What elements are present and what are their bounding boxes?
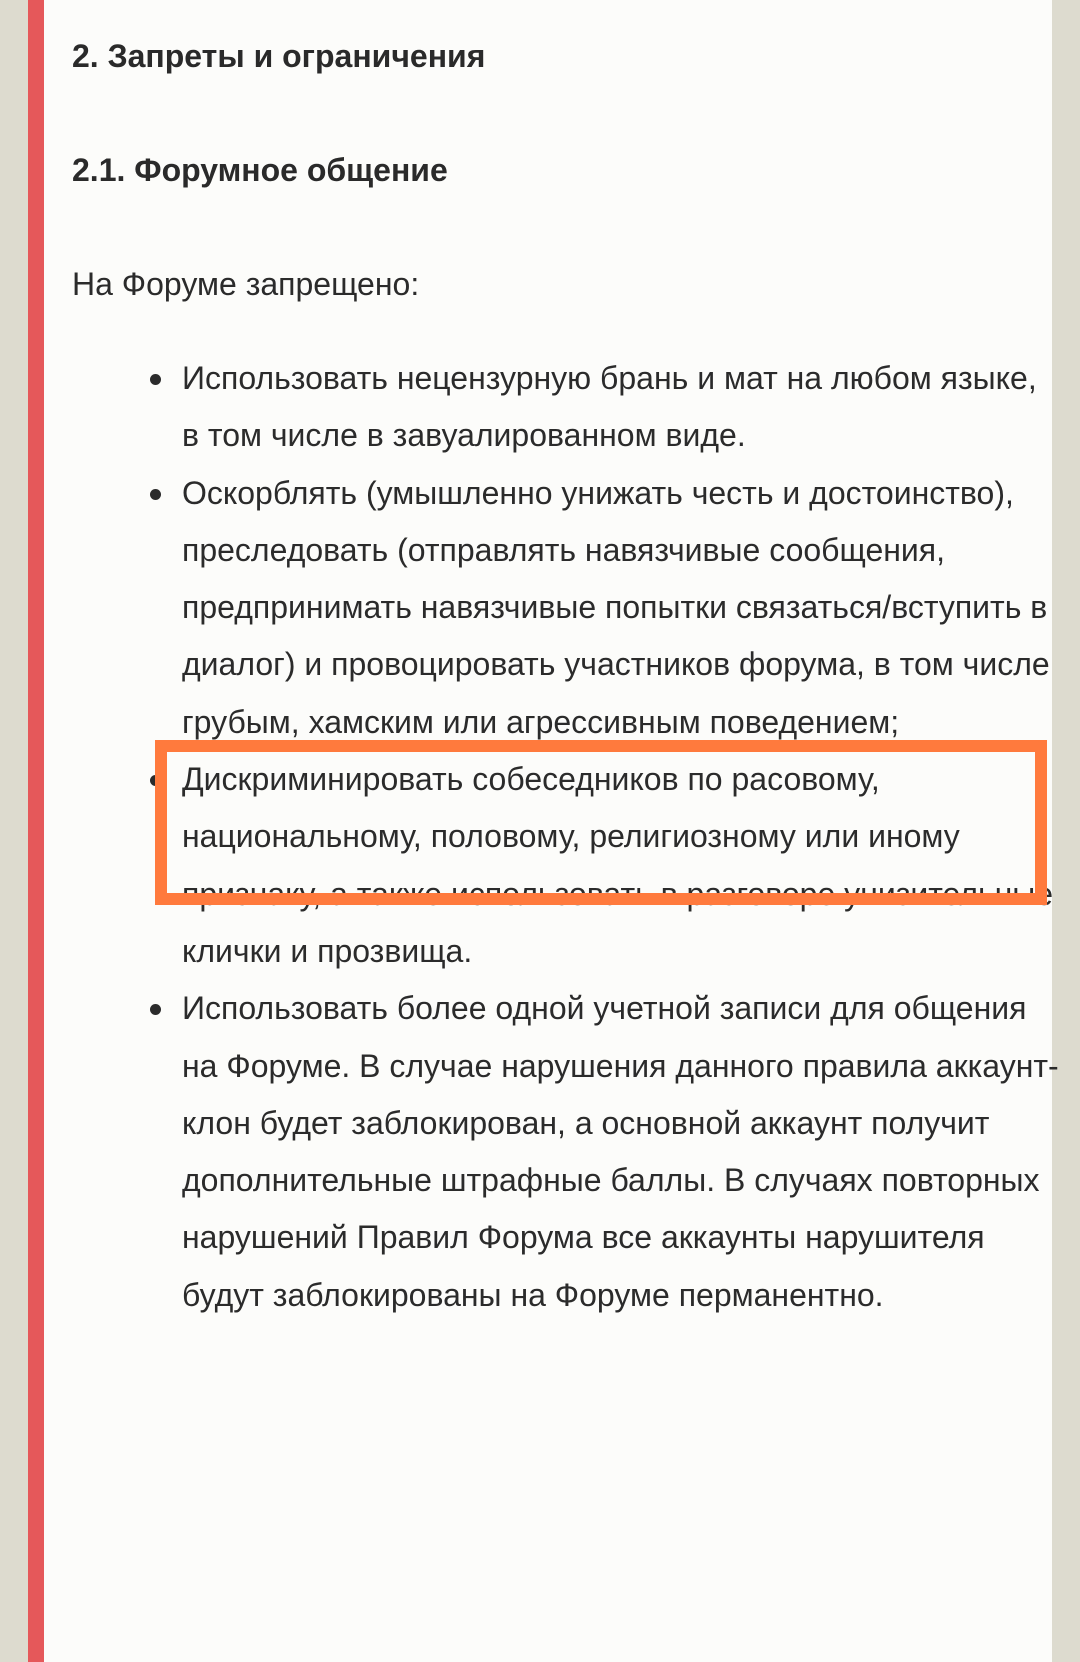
rules-content-panel	[28, 0, 1059, 1662]
bullet-icon	[150, 775, 161, 786]
quote-accent-bar	[28, 0, 44, 1662]
intro-text: На Форуме запрещено:	[72, 266, 420, 302]
rules-list	[182, 350, 1062, 1324]
rule-text: Дискриминировать собеседников по расовому, национальному, половому, религиозному или иному признаку, а также использовать в разговоре унизительные клички и прозвища.	[182, 761, 1054, 969]
bullet-icon	[150, 374, 161, 385]
rule-text: Использовать более одной учетной записи для общения на Форуме. В случае нарушения данного правила аккаунт-клон будет заблокирован, а основной аккаунт получит дополнительные штрафные баллы. В случаях повторных нарушений Правил Форума все аккаунты нарушителя будут заблокированы на Форуме перманентно.	[182, 990, 1059, 1313]
rule-item-discrimination	[182, 751, 1062, 980]
subsection-heading: 2.1. Форумное общение	[72, 152, 448, 188]
rule-item-profanity	[182, 350, 1062, 465]
rule-text: Использовать нецензурную брань и мат на любом языке, в том числе в завуалированном виде.	[182, 360, 1037, 454]
bullet-icon	[150, 1004, 161, 1015]
bullet-icon	[150, 489, 161, 500]
rule-item-multiple-accounts	[182, 980, 1062, 1324]
rule-text: Оскорблять (умышленно унижать честь и достоинство), преследовать (отправлять навязчивые сообщения, предпринимать навязчивые попытки связаться/вступить в диалог) и провоцировать участников форума, в том числе грубым, хамским или агрессивным поведением;	[182, 474, 1050, 740]
rule-item-insults	[182, 465, 1062, 751]
section-heading: 2. Запреты и ограничения	[72, 38, 486, 74]
